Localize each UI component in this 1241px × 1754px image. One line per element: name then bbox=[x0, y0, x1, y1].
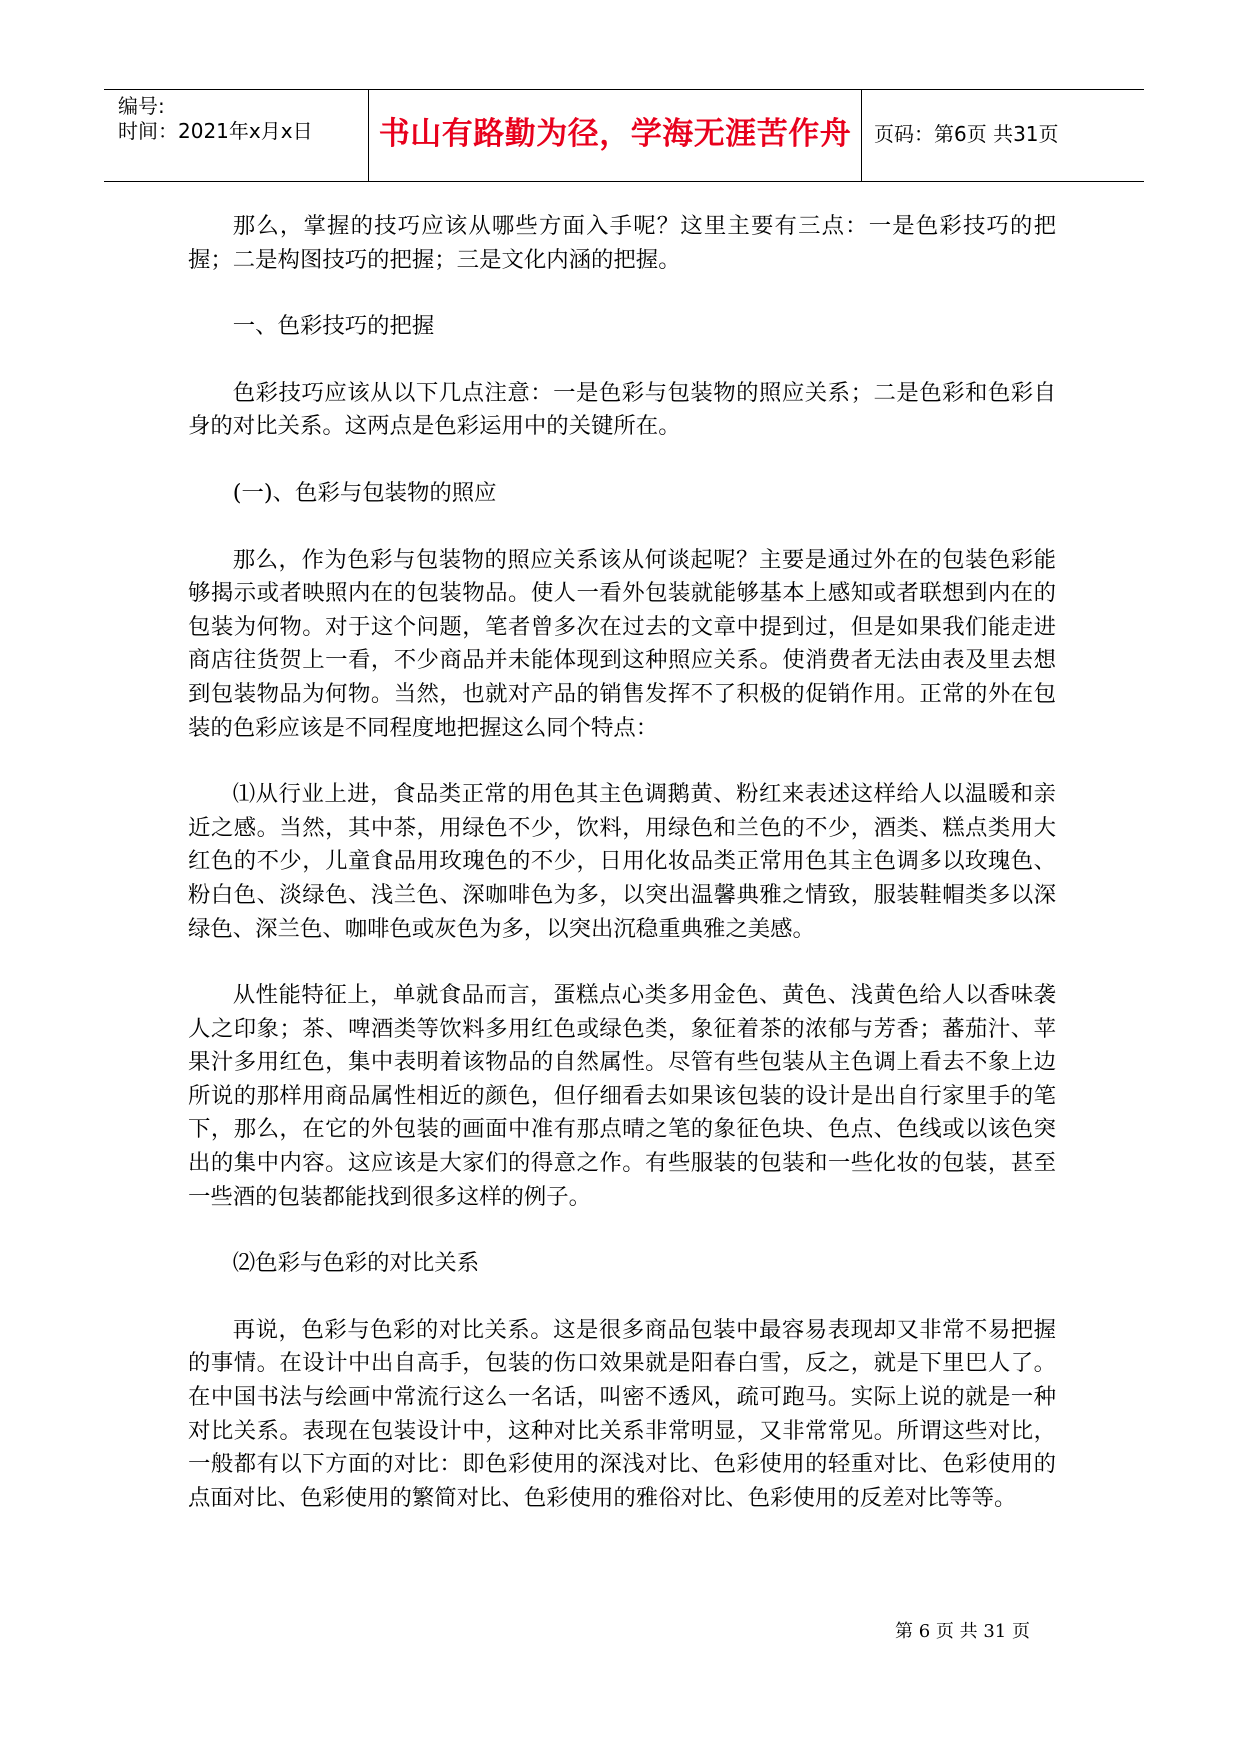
paragraph-color-packaging: 那么，作为色彩与包装物的照应关系该从何谈起呢？主要是通过外在的包装色彩能够揭示或者映照内在的包装物品。使人一看外包装就能够基本上感知或者联想到内在的包装为何物。对于这个问题，笔者曾多次在过去的文章中提到过，但是如果我们能走进商店往货贺上一看，不少商品并未能体现到这种照应关系。使消费者无法由表及里去想到包装物品为何物。当然，也就对产品的销售发挥不了积极的促销作用。正常的外在包装的色彩应该是不同程度地把握这么同个特点： bbox=[188, 546, 1056, 741]
document-number-label: 编号: bbox=[118, 94, 165, 118]
paragraph-performance-features: 从性能特征上，单就食品而言，蛋糕点心类多用金色、黄色、浅黄色给人以香味袭人之印象；茶、啤酒类等饮料多用红色或绿色类，象征着茶的浓郁与芳香；蕃茄汁、苹果汁多用红色，集中表明着该物品的自然属性。尽管有些包装从主色调上看去不象上边所说的那样用商品属性相近的颜色，但仔细看去如果该包装的设计是出自行家里手的笔下，那么，在它的外包装的画面中准有那点晴之笔的象征色块、色点、色线或以该色突出的集中内容。这应该是大家们的得意之作。有些服装的包装和一些化妆的包装，甚至一些酒的包装都能找到很多这样的例子。 bbox=[188, 982, 1056, 1210]
header-motto: 书山有路勤为径，学海无涯苦作舟 bbox=[378, 116, 852, 152]
paragraph-intro: 那么，掌握的技巧应该从哪些方面入手呢？这里主要有三点：一是色彩技巧的把握；二是构图技巧的把握；三是文化内涵的把握。 bbox=[188, 213, 1056, 273]
paragraph-color-skill: 色彩技巧应该从以下几点注意：一是色彩与包装物的照应关系；二是色彩和色彩自身的对比关系。这两点是色彩运用中的关键所在。 bbox=[188, 379, 1056, 440]
paragraph-industry-colors: ⑴从行业上进，食品类正常的用色其主色调鹅黄、粉红来表述这样给人以温暖和亲近之感。当然，其中茶，用绿色不少，饮料，用绿色和兰色的不少，酒类、糕点类用大红色的不少，儿童食品用玫瑰色的不少，日用化妆品类正常用色其主色调多以玫瑰色、粉白色、淡绿色、浅兰色、深咖啡色为多，以突出温馨典雅之情致，服装鞋帽类多以深绿色、深兰色、咖啡色或灰色为多，以突出沉稳重典雅之美感。 bbox=[188, 781, 1056, 942]
document-time-label: 时间：2021年x月x日 bbox=[118, 119, 313, 143]
header-motto-cell bbox=[369, 90, 862, 181]
section-heading-color-skill: 一、色彩技巧的把握 bbox=[232, 313, 435, 340]
document-body bbox=[188, 210, 1056, 1548]
paragraph-color-contrast: 再说，色彩与色彩的对比关系。这是很多商品包装中最容易表现却又非常不易把握的事情。在设计中出自高手，包装的伤口效果就是阳春白雪，反之，就是下里巴人了。在中国书法与绘画中常流行这么一名话，叫密不透风，疏可跑马。实际上说的就是一种对比关系。表现在包装设计中，这种对比关系非常明显，又非常常见。所谓这些对比，一般都有以下方面的对比：即色彩使用的深浅对比、色彩使用的轻重对比、色彩使用的点面对比、色彩使用的繁简对比、色彩使用的雅俗对比、色彩使用的反差对比等等。 bbox=[188, 1316, 1056, 1511]
header-meta-cell bbox=[104, 90, 369, 181]
page-footer: 第 6 页 共 31 页 bbox=[895, 1621, 1030, 1642]
header-page-cell bbox=[862, 90, 1144, 181]
header-page-info: 页码：第6页 共31页 bbox=[874, 122, 1059, 146]
subsection-heading-color-contrast: ⑵色彩与色彩的对比关系 bbox=[232, 1250, 480, 1277]
document-header bbox=[104, 89, 1144, 182]
subsection-heading-color-packaging: (一)、色彩与包装物的照应 bbox=[232, 479, 497, 506]
